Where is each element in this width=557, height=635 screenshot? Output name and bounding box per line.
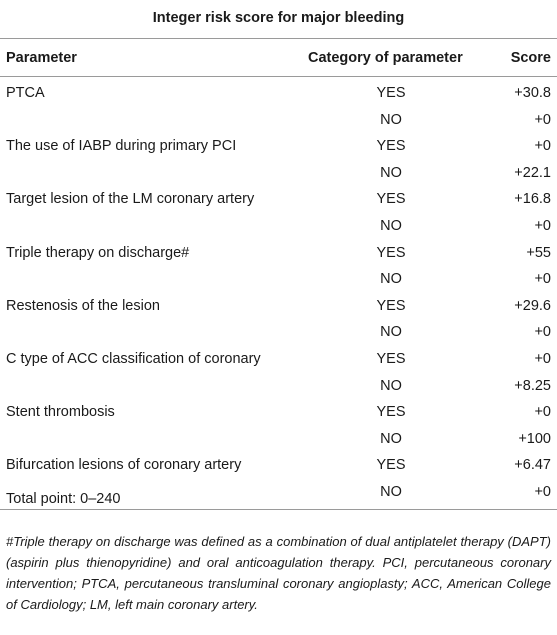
header-rule — [0, 76, 557, 77]
category-cell: YES — [376, 404, 406, 421]
parameter-cell: The use of IABP during primary PCI — [6, 138, 237, 155]
table-row — [0, 346, 557, 373]
parameter-cell: Bifurcation lesions of coronary artery — [6, 457, 242, 474]
category-cell: NO — [380, 164, 402, 181]
score-cell: +6.47 — [514, 457, 551, 474]
category-cell: NO — [380, 111, 402, 128]
category-cell: YES — [376, 138, 406, 155]
table-row — [0, 319, 557, 346]
table-row — [0, 293, 557, 320]
category-cell: YES — [376, 191, 406, 208]
table-row — [0, 266, 557, 293]
table-row — [0, 452, 557, 479]
table-body — [0, 80, 557, 506]
parameter-cell: Triple therapy on discharge# — [6, 244, 190, 261]
header-parameter: Parameter — [6, 50, 77, 66]
header-category: Category of parameter — [308, 50, 463, 66]
category-cell: NO — [380, 271, 402, 288]
score-cell: +29.6 — [514, 297, 551, 314]
table-row — [0, 186, 557, 213]
table-title: Integer risk score for major bleeding — [152, 10, 405, 26]
score-cell: +30.8 — [514, 85, 551, 101]
score-cell: +0 — [534, 350, 551, 367]
table-footnote: #Triple therapy on discharge was defined as a combination of dual antiplatelet therapy (DAPT) (aspirin plus thienopyridine) and oral anticoagulation therapy. PCI, percutaneous coronary intervention; PTCA, percutaneous transluminal coronary angioplasty; ACC, American College of Cardiology; LM, left main coronary artery. — [6, 534, 551, 612]
category-cell: NO — [380, 377, 402, 394]
category-cell: NO — [380, 483, 402, 500]
table-row — [0, 426, 557, 453]
parameter-cell: Restenosis of the lesion — [6, 297, 160, 314]
score-cell: +8.25 — [514, 377, 551, 394]
score-cell: +16.8 — [514, 191, 551, 208]
category-cell: YES — [376, 297, 406, 314]
table-row — [0, 160, 557, 187]
bottom-rule — [0, 509, 557, 510]
score-cell: +0 — [534, 271, 551, 288]
parameter-cell: C type of ACC classification of coronary — [6, 350, 261, 367]
category-cell: YES — [376, 350, 406, 367]
category-cell: NO — [380, 217, 402, 234]
score-cell: +0 — [534, 111, 551, 128]
table-row — [0, 399, 557, 426]
score-cell: +0 — [534, 138, 551, 155]
score-cell: +0 — [534, 404, 551, 421]
table-row — [0, 240, 557, 267]
score-cell: +0 — [534, 324, 551, 341]
score-cell: +100 — [518, 430, 551, 447]
category-cell: NO — [380, 324, 402, 341]
score-cell: +22.1 — [514, 164, 551, 181]
score-cell: +55 — [526, 244, 551, 261]
score-cell: +0 — [534, 483, 551, 500]
category-cell: YES — [376, 457, 406, 474]
table-row — [0, 213, 557, 240]
category-cell: NO — [380, 430, 402, 447]
score-cell: +0 — [534, 217, 551, 234]
parameter-cell: Stent thrombosis — [6, 404, 115, 421]
total-points: Total point: 0–240 — [6, 491, 121, 507]
table-row — [0, 107, 557, 134]
category-cell: YES — [376, 244, 406, 261]
parameter-cell: Target lesion of the LM coronary artery — [6, 191, 255, 208]
header-score: Score — [510, 50, 551, 66]
top-rule — [0, 38, 557, 39]
table-row — [0, 373, 557, 400]
category-cell: YES — [376, 85, 406, 101]
table-row — [0, 133, 557, 160]
table-row — [0, 80, 557, 107]
parameter-cell: PTCA — [6, 85, 45, 101]
